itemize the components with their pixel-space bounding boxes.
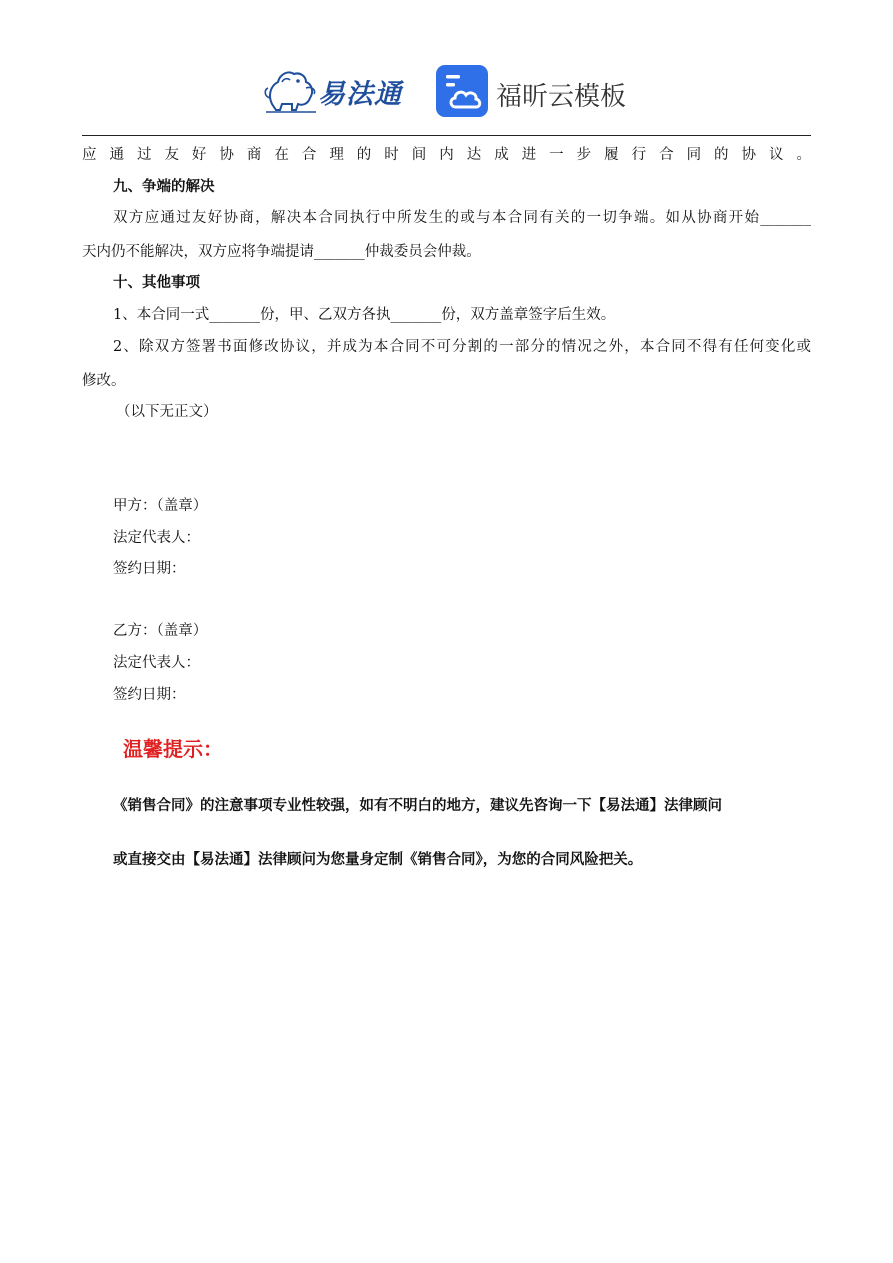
tip-line-2: 或直接交由【易法通】法律顾问为您量身定制《销售合同》，为您的合同风险把关。	[113, 851, 643, 868]
brand-fuxin: 福昕云模板	[496, 82, 627, 112]
section9-paragraph-line2: 天内仍不能解决，双方应将争端提请_______仲裁委员会仲裁。	[82, 244, 481, 260]
party-a-sign-date: 签约日期：	[113, 561, 186, 577]
party-b-representative: 法定代表人：	[113, 655, 200, 671]
no-more-text-note: （以下无正文）	[116, 404, 218, 420]
section9-paragraph-line1: 双方应通过友好协商，解决本合同执行中所发生的或与本合同有关的一切争端。如从协商开始_______	[113, 210, 811, 226]
cloud-app-icon	[436, 65, 488, 117]
party-a-representative: 法定代表人：	[113, 530, 200, 546]
yifatong-logo	[262, 62, 412, 118]
party-b-sign-date: 签约日期：	[113, 687, 186, 703]
section10-item2-line2: 修改。	[82, 373, 126, 389]
section9-title: 九、争端的解决	[113, 178, 215, 195]
fuxin-logo	[436, 65, 636, 119]
lion-icon	[262, 64, 320, 116]
section10-title: 十、其他事项	[113, 274, 200, 291]
tip-line-1: 《销售合同》的注意事项专业性较强，如有不明白的地方，建议先咨询一下【易法通】法律顾问	[113, 797, 722, 814]
party-b-seal: 乙方：（盖章）	[113, 623, 208, 639]
section10-item2-line1: 2、除双方签署书面修改协议，并成为本合同不可分割的一部分的情况之外，本合同不得有任何变化或	[113, 339, 811, 355]
header-divider	[82, 135, 811, 136]
section10-item1: 1、本合同一式_______份，甲、乙双方各执_______份，双方盖章签字后生效。	[113, 307, 616, 323]
page-header	[0, 58, 893, 122]
tip-title: 温馨提示：	[123, 737, 223, 761]
party-a-seal: 甲方：（盖章）	[113, 498, 208, 514]
brand-yifatong: 易法通	[318, 79, 402, 110]
continuation-text: 应通过友好协商在合理的时间内达成进一步履行合同的协议。	[82, 147, 811, 163]
